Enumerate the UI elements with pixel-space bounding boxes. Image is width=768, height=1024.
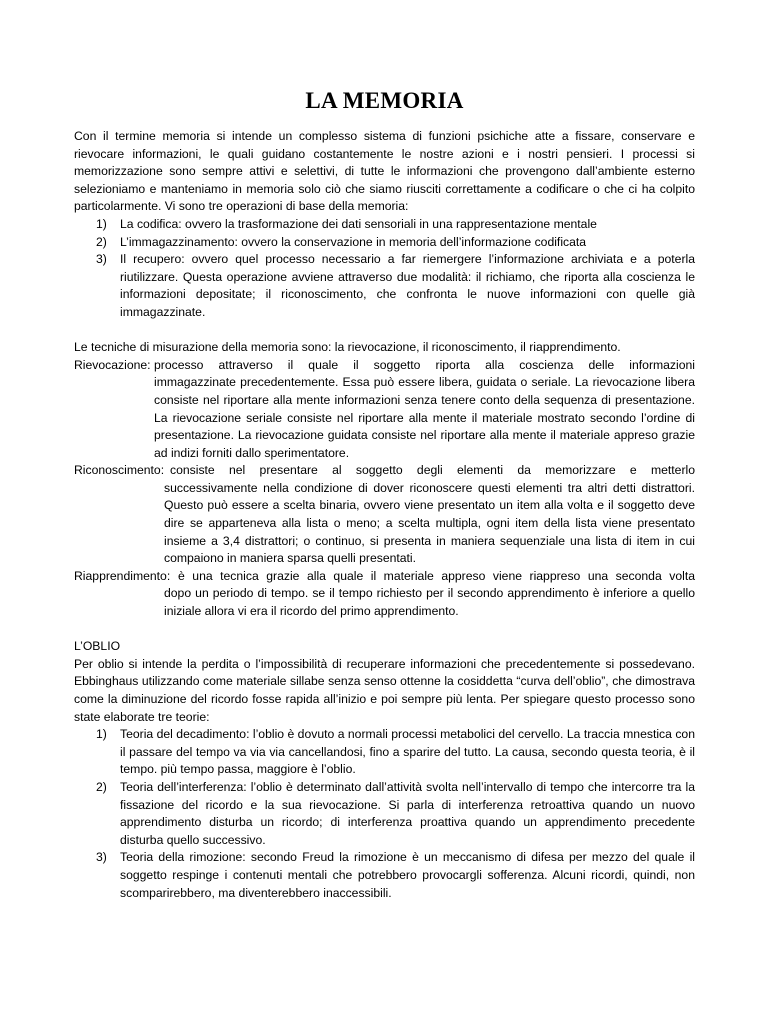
paragraph-gap (74, 621, 695, 639)
list-item (74, 234, 695, 252)
list-item (74, 216, 695, 234)
definition-riconoscimento (74, 462, 695, 568)
definition-term: Riapprendimento: (74, 568, 171, 583)
definition-rievocazione (74, 357, 695, 463)
page-title: LA MEMORIA (305, 88, 464, 113)
section-heading-oblio: L’OBLIO (74, 639, 121, 654)
list-item (74, 251, 695, 321)
list-number: 3) (96, 252, 107, 267)
list-number: 2) (96, 779, 107, 794)
list-number: 1) (96, 727, 107, 742)
page-content (74, 86, 695, 902)
memory-operations-list (74, 216, 695, 322)
paragraph-gap (74, 322, 695, 340)
list-item-text: Il recupero: ovvero quel processo necessario a far riemergere l’informazione archiviata e a poterla riutilizzare. Questa operazione avviene attraverso due modalità: il richiamo, che riporta alla coscienza le informazioni depositate; il riconoscimento, che confronta le nuove informazioni con quelle già immagazzinate. (120, 252, 695, 319)
oblio-paragraph: Per oblio si intende la perdita o l’impossibilità di recuperare informazioni che precedentemente si possedevano. Ebbinghaus utilizzando come materiale sillabe senza senso ottenne la cosiddetta “curva dell’oblio”, che dimostrava come la diminuzione del ricordo fosse rapida all’inizio e poi sempre più lenta. Per spiegare questo processo sono state elaborate tre teorie: (74, 656, 695, 724)
list-number: 1) (96, 216, 107, 231)
list-item (74, 779, 695, 849)
list-item-text: Teoria della rimozione: secondo Freud la rimozione è un meccanismo di difesa per mezzo del quale il soggetto respinge i contenuti mentali che potrebbero provocargli sofferenza. Alcuni ricordi, quindi, non scomparirebbero, ma diventerebbero inaccessibili. (120, 850, 695, 900)
definition-first-line: è una tecnica grazie alla quale il materiale appreso viene riappreso una seconda volta (178, 568, 695, 583)
list-item (74, 726, 695, 779)
intro-paragraph: Con il termine memoria si intende un complesso sistema di funzioni psichiche atte a fissare, conservare e rievocare informazioni, le quali guidano costantemente le nostre azioni e i nostri pensieri. I processi si memorizzazione sono sempre attivi e selettivi, di tutte le informazioni che provengono dall’ambiente esterno selezioniamo e manteniamo in memoria solo ciò che siamo riusciti correttamente a codificare o che ci ha colpito particolarmente. Vi sono tre operazioni di base della memoria: (74, 129, 695, 214)
list-item-text: L’immagazzinamento: ovvero la conservazione in memoria dell’informazione codificata (120, 234, 587, 249)
list-number: 2) (96, 234, 107, 249)
list-item-text: La codifica: ovvero la trasformazione dei dati sensoriali in una rappresentazione mentale (120, 216, 597, 231)
definition-term: Rievocazione: (74, 357, 151, 372)
definition-riapprendimento (74, 568, 695, 621)
list-number: 3) (96, 850, 107, 865)
list-item-text: Teoria del decadimento: l’oblio è dovuto a normali processi metabolici del cervello. La traccia mnestica con il passare del tempo va via via cancellandosi, fino a sparire del tutto. La causa, secondo questa teoria, è il tempo. più tempo passa, maggiore è l’oblio. (120, 727, 695, 777)
definition-first-line: processo attraverso il quale il soggetto riporta alla coscienza delle informazioni (154, 357, 695, 372)
techniques-intro: Le tecniche di misurazione della memoria sono: la rievocazione, il riconoscimento, il riapprendimento. (74, 340, 621, 355)
list-item (74, 849, 695, 902)
definition-body: successivamente nella condizione di dover riconoscere questi elementi tra altri detti distrattori. Questo può essere a scelta binaria, ovvero viene presentato un item alla volta e il soggetto deve dire se apparteneva alla lista o meno; a scelta multipla, ogni item della lista viene presentato insieme a 3,4 distrattori; o continuo, si presenta in maniera sequenziale una lista di item in cui compaiono in maniera sparsa quelli presentati. (164, 480, 695, 566)
definition-term: Riconoscimento: (74, 463, 165, 478)
definition-body: dopo un periodo di tempo. se il tempo richiesto per il secondo apprendimento è inferiore a quello iniziale allora vi era il ricordo del primo apprendimento. (164, 586, 695, 619)
definition-body: immagazzinate precedentemente. Essa può essere libera, guidata o seriale. La rievocazione libera consiste nel riportare alla mente informazioni senza tenere conto della sequenza di presentazione. La rievocazione seriale consiste nel riportare alla mente il materiale mostrato secondo l’ordine di presentazione. La rievocazione guidata consiste nel riportare alla mente il materiale appreso grazie ad indizi forniti dallo sperimentatore. (154, 375, 695, 460)
oblio-theories-list (74, 726, 695, 902)
definition-first-line: consiste nel presentare al soggetto degli elementi da memorizzare e metterlo (170, 463, 695, 478)
list-item-text: Teoria dell’interferenza: l’oblio è determinato dall’attività svolta nell’intervallo di tempo che intercorre tra la fissazione del ricordo e la sua rievocazione. Si parla di interferenza retroattiva quando un nuovo apprendimento disturba un ricordo; di interferenza proattiva quando un apprendimento precedente disturba quello successivo. (120, 779, 695, 847)
